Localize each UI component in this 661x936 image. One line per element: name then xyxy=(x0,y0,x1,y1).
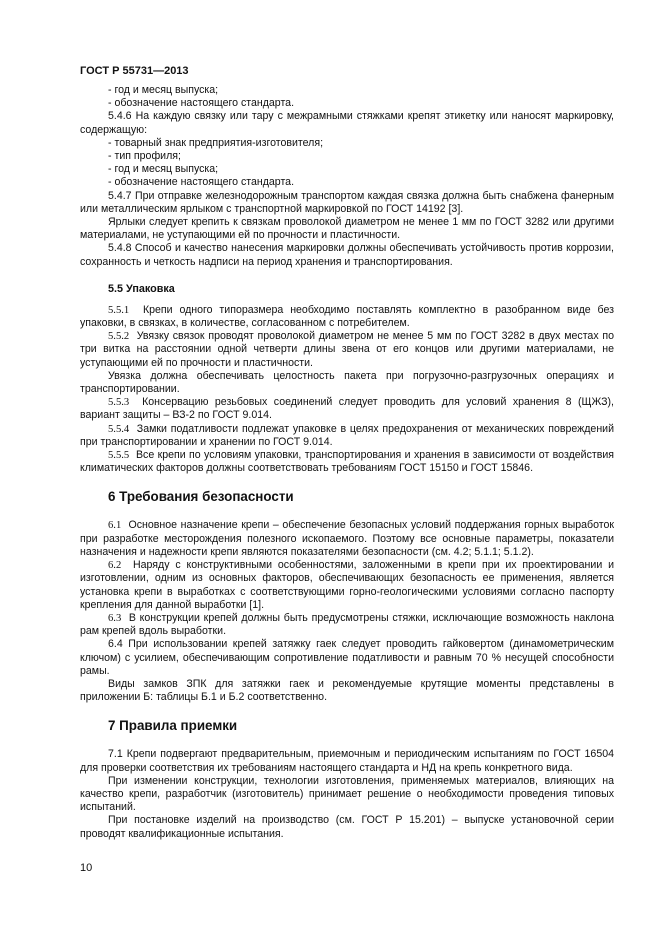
list-item: - обозначение настоящего стандарта. xyxy=(108,97,295,110)
paragraph-6-4-locks: Виды замков ЗПК для затяжки гаек и рекомендуемые крутящие моменты представлены в приложении Б: таблицы Б.1 и Б.2 соответственно. xyxy=(80,677,614,704)
section-5-5-title: 5.5 Упаковка xyxy=(108,282,175,295)
list-item: - год и месяц выпуска; xyxy=(108,163,219,176)
paragraph-5-4-7: 5.4.7 При отправке железнодорожным транспортом каждая связка должна быть снабжена фанерным или металлическим ярлыком с транспортной маркировкой по ГОСТ 14192 [3]. xyxy=(80,189,614,215)
list-item: - обозначение настоящего стандарта. xyxy=(108,176,295,189)
paragraph-7-1-production: При постановке изделий на производство (см. ГОСТ Р 15.201) – выпуске установочной серии проводят квалификационные испытания. xyxy=(80,814,614,840)
list-item: - товарный знак предприятия-изготовителя; xyxy=(108,136,324,149)
paragraph-5-5-3: 5.5.3 Консервацию резьбовых соединений следует проводить для условий хранения 8 (ЩЖЗ), вариант защиты – ВЗ-2 по ГОСТ 9.014. xyxy=(80,396,614,422)
list-item: - тип профиля; xyxy=(108,150,181,163)
clause-number: 5.5.2 xyxy=(108,331,130,343)
clause-number: 6.1 xyxy=(108,520,122,532)
section-7-title: 7 Правила приемки xyxy=(108,718,238,734)
clause-number: 5.5.4 xyxy=(108,423,130,435)
clause-number: 5.5.3 xyxy=(108,397,130,409)
paragraph-5-4-7-labels: Ярлыки следует крепить к связкам проволокой диаметром не менее 1 мм по ГОСТ 3282 или другими материалами, не уступающими ей по прочности и пластичности. xyxy=(80,216,614,242)
paragraph-5-5-1: 5.5.1 Крепи одного типоразмера необходимо поставлять комплектно в разобранном виде без упаковки, в связках, в количестве, согласованном с потребителем. xyxy=(80,303,614,330)
paragraph-5-5-2-integrity: Увязка должна обеспечивать целостность пакета при погрузочно-разгрузочных операциях и транспортировании. xyxy=(80,369,614,396)
section-6-title: 6 Требования безопасности xyxy=(108,489,294,505)
document-body xyxy=(80,84,614,841)
clause-number: 5.5.5 xyxy=(108,450,130,462)
clause-number: 5.5.1 xyxy=(108,304,130,316)
page-number: 10 xyxy=(80,862,93,874)
paragraph-5-5-4: 5.5.4 Замки податливости подлежат упаковке в целях предохранения от механических повреждений при транспортировании и хранении по ГОСТ 9.014. xyxy=(80,422,615,448)
document-header: ГОСТ Р 55731—2013 xyxy=(80,65,189,77)
paragraph-6-1: 6.1 Основное назначение крепи – обеспечение безопасных условий поддержания горных выработок при разработке месторождения полезного ископаемого. Поэтому все основные параметры, показатели назначения и надежности крепи являются показателями безопасности (см. 4.2; 5.1.1; 5.1.2). xyxy=(80,519,615,558)
list-item: - год и месяц выпуска; xyxy=(108,84,219,96)
paragraph-7-1-changes: При изменении конструкции, технологии изготовления, применяемых материалов, влияющих на качество крепи, разработчик (изготовитель) принимает решение о необходимости проведения типовых испытаний. xyxy=(80,774,614,814)
clause-number: 6.3 xyxy=(108,612,122,624)
paragraph-5-4-6: 5.4.6 На каждую связку или тару с межрамными стяжками крепят этикетку или наносят маркировку, содержащую: xyxy=(80,110,614,136)
paragraph-6-2: 6.2 Наряду с конструктивными особенностями, заложенными в крепи при их проектировании и изготовлении, одним из основных факторов, обеспечивающих безопасность ее применения, является установка крепи в выработках с соответствующими горно-геологическими условиями согласно паспорту крепления для данной выработки [1]. xyxy=(80,559,615,611)
paragraph-6-3: 6.3 В конструкции крепей должны быть предусмотрены стяжки, исключающие возможность наклона рам крепей вдоль выработки. xyxy=(80,611,615,638)
paragraph-5-5-2: 5.5.2 Увязку связок проводят проволокой диаметром не менее 5 мм по ГОСТ 3282 в двух местах по три витка на расстоянии одной четверти длины звена от его концов или другими материалами, не уступающими ей по прочности и пластичности. xyxy=(80,330,615,369)
paragraph-7-1: 7.1 Крепи подвергают предварительным, приемочным и периодическим испытаниям по ГОСТ 16504 для проверки соответствия их требованиям настоящего стандарта и НД на крепь конкретного вида. xyxy=(80,748,614,774)
paragraph-5-5-5: 5.5.5 Все крепи по условиям упаковки, транспортирования и хранения в зависимости от воздействия климатических факторов должны соответствовать требованиям ГОСТ 15150 и ГОСТ 15846. xyxy=(80,449,614,475)
paragraph-6-4: 6.4 При использовании крепей затяжку гаек следует проводить гайковертом (динамометрическим ключом) с усилием, обеспечивающим сопротивление податливости и равным 70 % несущей способности рамы. xyxy=(80,638,614,677)
paragraph-5-4-8: 5.4.8 Способ и качество нанесения маркировки должны обеспечивать устойчивость против коррозии, сохранность и четкость надписи на период хранения и транспортирования. xyxy=(80,242,614,268)
clause-number: 6.2 xyxy=(108,560,122,572)
